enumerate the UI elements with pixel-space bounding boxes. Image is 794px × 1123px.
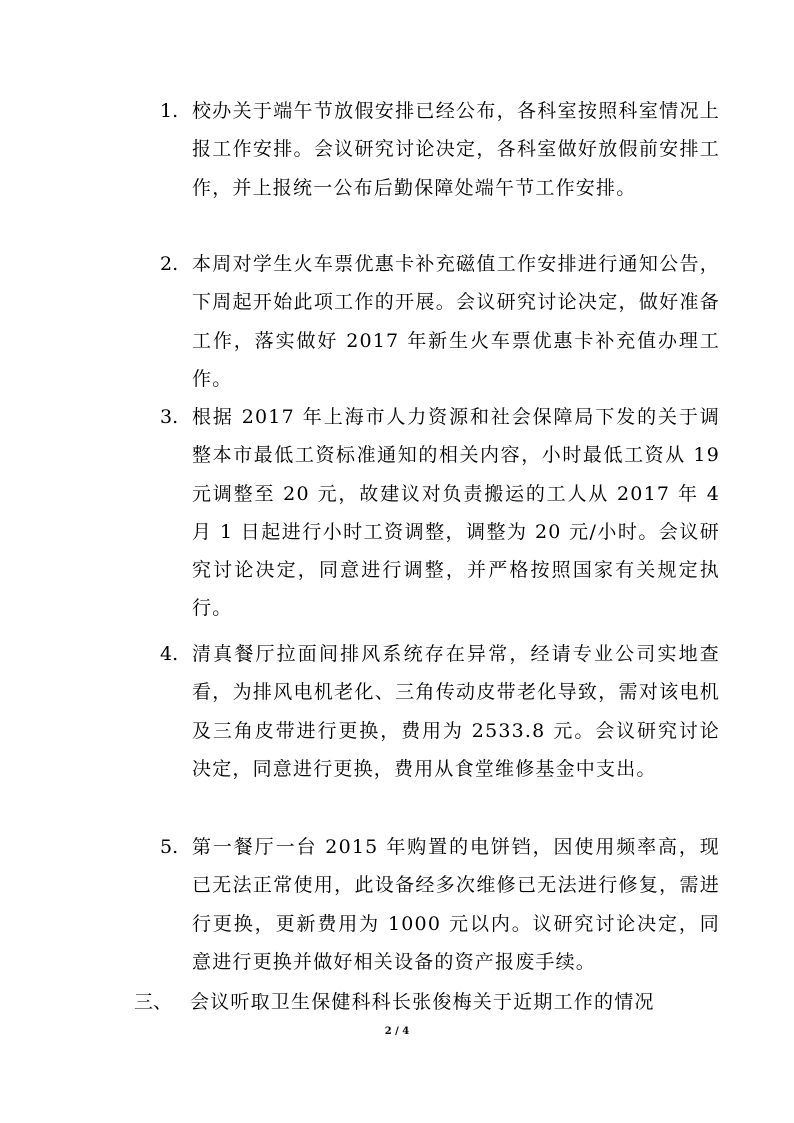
section-heading [134,983,734,1021]
list-item [160,245,720,398]
item-number: 4. [160,643,179,665]
list-item [160,398,720,628]
item-number: 2. [160,253,179,275]
item-number: 3. [160,406,179,428]
item-text: 清真餐厅拉面间排风系统存在异常，经请专业公司实地查看，为排风电机老化、三角传动皮带老化导致，需对该电机及三角皮带进行更换，费用为 2533.8 元。会议研究讨论决定，同意进行更换，费用从食堂维修基金中支出。 [192,643,720,780]
item-number: 5. [160,836,179,858]
section-text: 会议听取卫生保健科科长张俊梅关于近期工作的情况 [190,991,655,1013]
page-number: 2 / 4 [384,1026,410,1037]
list-item [160,635,720,788]
list-item [160,828,720,981]
item-text: 根据 2017 年上海市人力资源和社会保障局下发的关于调整本市最低工资标准通知的相关内容，小时最低工资从 19 元调整至 20 元，故建议对负责搬运的工人从 2017 年 4 月 1 日起进行小时工资调整，调整为 20 元/小时。会议研究讨论决定，同意进行调整，并严格按照国家有关规定执行。 [192,406,720,620]
list-item [160,92,720,207]
item-text: 本周对学生火车票优惠卡补充磁值工作安排进行通知公告，下周起开始此项工作的开展。会议研究讨论决定，做好准备工作，落实做好 2017 年新生火车票优惠卡补充值办理工作。 [192,253,720,390]
section-marker: 三、 [134,991,173,1013]
item-text: 第一餐厅一台 2015 年购置的电饼铛，因使用频率高，现已无法正常使用，此设备经多次维修已无法进行修复，需进行更换，更新费用为 1000 元以内。议研究讨论决定，同意进行更换并做好相关设备的资产报废手续。 [192,836,720,973]
item-text: 校办关于端午节放假安排已经公布，各科室按照科室情况上报工作安排。会议研究讨论决定，各科室做好放假前安排工作，并上报统一公布后勤保障处端午节工作安排。 [192,100,720,199]
item-number: 1. [160,100,179,122]
